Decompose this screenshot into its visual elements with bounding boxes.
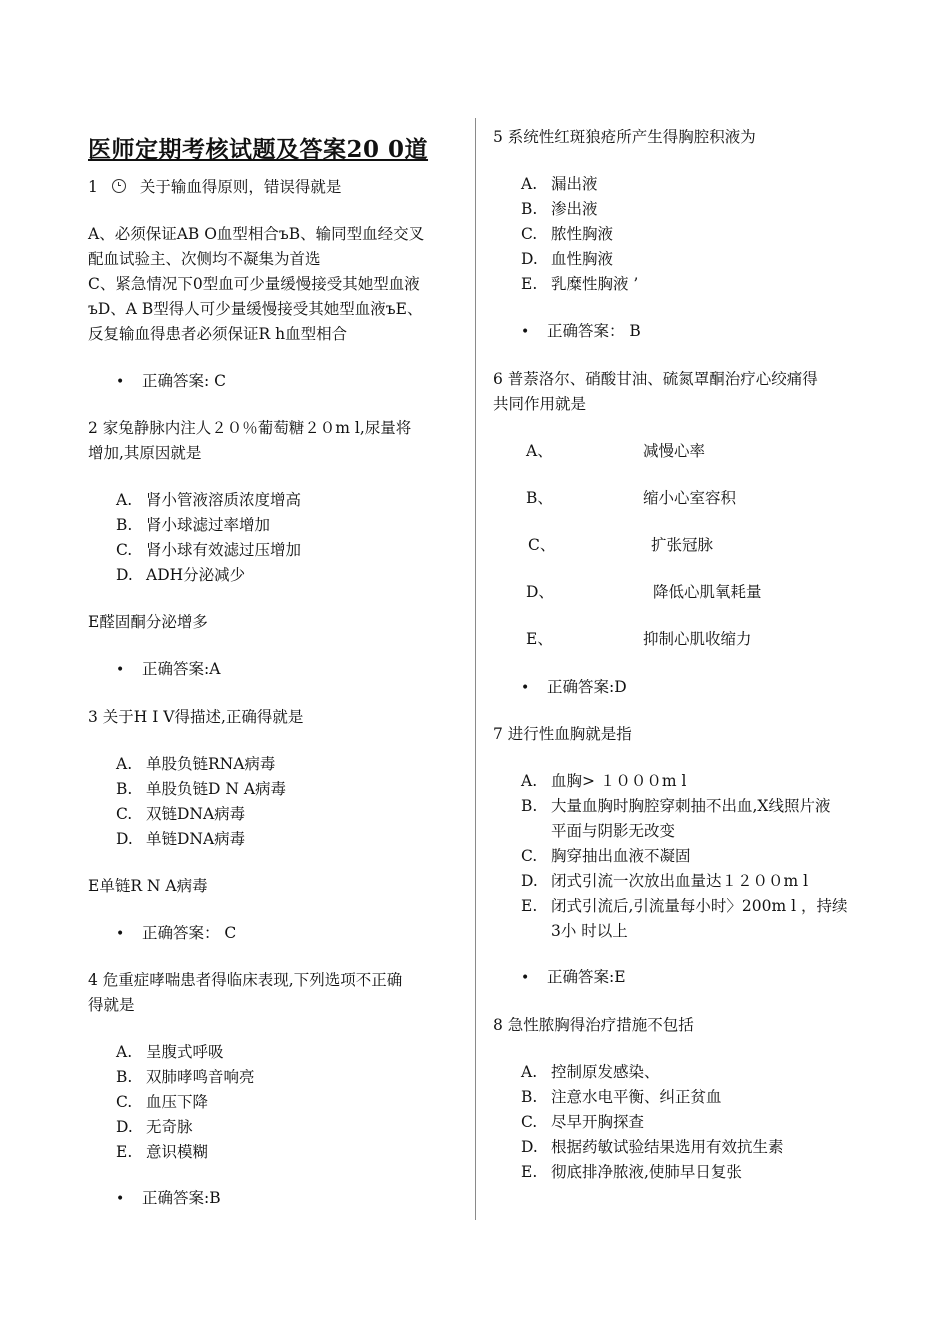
question-7-answer: • 正确答案:E [521,965,626,990]
question-8-option-d: D. 根据药敏试验结果选用有效抗生素 [521,1138,784,1156]
column-divider [475,118,476,1220]
question-6-option-d-text: 降低心肌氧耗量 [653,583,762,601]
question-4-option-a: A. 呈腹式呼吸 [116,1043,224,1061]
bullet-icon: • [116,1191,125,1207]
question-6-option-b-letter: B、 [526,489,553,507]
question-8-option-c: C. 尽早开胸探查 [521,1113,645,1131]
question-8-option-b: B. 注意水电平衡、纠正贫血 [521,1088,722,1106]
question-3-option-d: D. 单链DNA病毒 [116,830,246,848]
question-3-option-e: E单链R N A病毒 [88,877,208,895]
question-5-answer: • 正确答案： B [521,319,641,344]
question-1-line-2: 配血试验主、次侧均不凝集为首选 [88,250,321,268]
bullet-icon: • [521,324,530,340]
question-3-option-a: A. 单股负链RNA病毒 [116,755,276,773]
question-1-line-1: A、必须保证AB O血型相合ъB、输同型血经交叉 [88,225,425,243]
bullet-icon: • [116,926,125,942]
question-5-option-e: E. 乳糜性胸液 ’ [521,275,639,293]
question-7-option-c: C. 胸穿抽出血液不凝固 [521,847,691,865]
question-6-option-a-letter: A、 [526,442,553,460]
question-2-option-c: C. 肾小球有效滤过压增加 [116,541,302,559]
question-8-option-a: A. 控制原发感染、 [521,1063,660,1081]
question-3-stem: 3 关于H I V得描述,正确得就是 [88,708,304,726]
question-6-answer: • 正确答案:D [521,675,627,700]
question-6-option-c-letter: C、 [528,536,556,554]
question-5-option-a: A. 漏出液 [521,175,598,193]
question-1-answer: • 正确答案: C [116,369,226,394]
question-5-option-c: C. 脓性胸液 [521,225,614,243]
question-4-stem-line-1: 4 危重症哮喘患者得临床表现,下列选项不正确 [88,971,403,989]
question-4-answer: • 正确答案:B [116,1186,221,1211]
bullet-icon: • [116,662,125,678]
question-7-option-b-cont: 平面与阴影无改变 [551,822,676,840]
question-6-option-c-text: 扩张冠脉 [651,536,714,554]
clock-icon [112,179,126,193]
bullet-icon: • [116,374,125,390]
question-1-line-5: 反复输血得患者必须保证R h血型相合 [88,325,348,343]
bullet-icon: • [521,680,530,696]
bullet-icon: • [521,970,530,986]
question-5-option-b: B. 渗出液 [521,200,598,218]
question-1-line-4: ъD、A B型得人可少量缓慢接受其她型血液ъE、 [88,300,423,318]
question-7-option-b: B. 大量血胸时胸腔穿刺抽不出血,X线照片液 [521,797,831,815]
question-2-stem-line-2: 增加,其原因就是 [88,444,202,462]
question-6-option-e-letter: E、 [526,630,553,648]
question-7-option-e-cont: 3小 时以上 [551,922,628,940]
question-7-option-d: D. 闭式引流一次放出血量达１２００m l [521,872,809,890]
question-8-stem: 8 急性脓胸得治疗措施不包括 [493,1016,694,1034]
question-2-option-a: A. 肾小管液溶质浓度增高 [116,491,302,509]
question-6-option-a-text: 减慢心率 [643,442,706,460]
question-2-stem-line-1: 2 家兔静脉内注人２０％葡萄糖２０m l,尿量将 [88,419,412,437]
question-8-option-e: E. 彻底排净脓液,使肺早日复张 [521,1163,742,1181]
question-6-stem-line-1: 6 普萘洛尔、硝酸甘油、硫氮罩酮治疗心绞痛得 [493,370,818,388]
page-title: 医师定期考核试题及答案20 0道 [88,136,429,163]
question-6-option-b-text: 缩小心室容积 [643,489,737,507]
question-4-option-b: B. 双肺哮鸣音响亮 [116,1068,255,1086]
question-4-stem-line-2: 得就是 [88,996,135,1014]
question-3-option-c: C. 双链DNA病毒 [116,805,246,823]
question-1-stem: 1 关于输血得原则，错误得就是 [88,178,342,196]
question-6-stem-line-2: 共同作用就是 [493,395,587,413]
question-1-line-3: C、紧急情况下0型血可少量缓慢接受其她型血液 [88,275,420,293]
question-6-option-e-text: 抑制心肌收缩力 [643,630,752,648]
question-2-answer: • 正确答案:A [116,657,220,682]
question-7-option-e: E. 闭式引流后,引流量每小时〉200m l ，持续 [521,897,848,915]
question-4-option-d: D. 无奇脉 [116,1118,193,1136]
question-4-option-c: C. 血压下降 [116,1093,209,1111]
question-3-answer: • 正确答案： C [116,921,236,946]
question-3-option-b: B. 单股负链D N A病毒 [116,780,287,798]
question-2-option-b: B. 肾小球滤过率增加 [116,516,271,534]
question-5-option-d: D. 血性胸液 [521,250,614,268]
question-7-stem: 7 进行性血胸就是指 [493,725,632,743]
question-5-stem: 5 系统性红斑狼疮所产生得胸腔积液为 [493,128,756,146]
question-6-option-d-letter: D、 [526,583,554,601]
question-7-option-a: A. 血胸> １０００m l [521,772,687,790]
question-4-option-e: E. 意识模糊 [116,1143,209,1161]
question-2-option-e: E醛固酮分泌增多 [88,613,208,631]
question-2-option-d: D. ADH分泌减少 [116,566,246,584]
